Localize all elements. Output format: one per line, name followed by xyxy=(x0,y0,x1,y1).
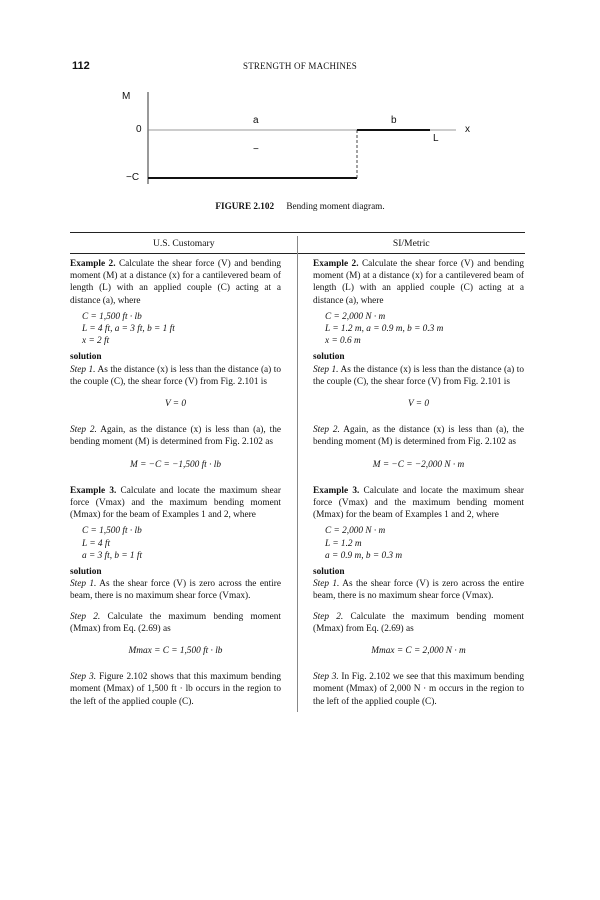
given-line: C = 2,000 N · m xyxy=(325,526,386,537)
equation: Mmax = C = 1,500 ft · lb xyxy=(128,646,223,657)
step-label: Step 1. xyxy=(313,364,339,375)
example-3-given xyxy=(313,525,524,562)
step-text: As the shear force (V) is zero across the entire beam, there is no maximum shear force (Vmax). xyxy=(313,579,524,602)
step-label: Step 1. xyxy=(70,579,97,590)
equation: Mmax = C = 2,000 N · m xyxy=(371,646,466,657)
table-body xyxy=(70,258,525,712)
column-divider xyxy=(297,236,298,712)
given-line: L = 1.2 m, a = 0.9 m, b = 0.3 m xyxy=(325,324,444,335)
step-text: Figure 2.102 shows that this maximum bending moment (Mmax) of 1,500 ft · lb occurs in the region to the left of the applied couple (C). xyxy=(70,672,281,707)
example-3-step-3 xyxy=(70,671,281,708)
running-head: STRENGTH OF MACHINES xyxy=(242,61,357,71)
step-text: As the distance (x) is less than the distance (a) to the couple (C), the shear force (V) from Fig. 2.101 is xyxy=(313,364,524,387)
example-2-given xyxy=(313,311,524,348)
figure-id: FIGURE 2.102 xyxy=(215,201,275,211)
step-label: Step 1. xyxy=(70,364,96,375)
given-line: a = 0.9 m, b = 0.3 m xyxy=(325,550,403,561)
equation: V = 0 xyxy=(407,399,430,410)
example-3-step-3 xyxy=(313,671,524,708)
figure-caption xyxy=(0,201,600,211)
step-text: Calculate the maximum bending moment (Mmax) from Eq. (2.69) as xyxy=(70,611,281,634)
si-metric-column xyxy=(297,258,524,712)
neg-c-label: −C xyxy=(126,172,140,183)
given-line: L = 4 ft, a = 3 ft, b = 1 ft xyxy=(82,324,175,335)
diagram-lines xyxy=(112,88,492,200)
given-line: C = 1,500 ft · lb xyxy=(82,526,142,537)
right-heading: SI/Metric xyxy=(392,237,430,249)
example-3-step-2 xyxy=(313,611,524,635)
example-2-text: Calculate the shear force (V) and bending moment (M) at a distance (x) for a cantilevered beam of length (L) with an applied couple (C) acting at a distance (a), where xyxy=(70,259,281,306)
example-3-text: Calculate and locate the maximum shear force (Vmax) and the maximum bending moment (Mmax) for the beam of Examples 1 and 2, where xyxy=(70,485,281,521)
example-2-intro xyxy=(70,258,281,307)
example-3-text: Calculate and locate the maximum shear force (Vmax) and the maximum bending moment (Mmax) for the beam of Examples 1 and 2, where xyxy=(313,485,524,521)
given-line: x = 2 ft xyxy=(82,336,110,347)
step-text: Again, as the distance (x) is less than (a), the bending moment (M) is determined from Fig. 2.102 as xyxy=(313,425,524,448)
page-header xyxy=(0,60,600,76)
page-number: 112 xyxy=(72,60,90,72)
b-label: b xyxy=(391,115,397,126)
zero-label: 0 xyxy=(136,124,142,135)
step-label: Step 2. xyxy=(313,611,344,622)
example-3-given xyxy=(70,525,281,562)
example-3-title: Example 3. xyxy=(70,485,117,496)
step-text: In Fig. 2.102 we see that this maximum bending moment (Mmax) of 2,000 N · m occurs in the region to the left of the applied couple (C). xyxy=(313,672,525,707)
example-2-step-1 xyxy=(313,364,524,388)
equation: V = 0 xyxy=(164,399,187,410)
us-customary-column xyxy=(70,258,297,712)
figure-caption-text: Bending moment diagram. xyxy=(286,201,385,211)
minus-sign-label: − xyxy=(253,144,259,155)
example-2-given xyxy=(70,311,281,348)
step-label: Step 2. xyxy=(70,425,97,436)
example-2-title: Example 2. xyxy=(70,259,116,269)
step-label: Step 1. xyxy=(313,579,340,590)
example-2-intro xyxy=(313,258,524,307)
bending-moment-diagram xyxy=(112,88,492,200)
example-2-step-2 xyxy=(70,424,281,448)
equation: M = −C = −1,500 ft · lb xyxy=(130,459,221,470)
comparison-table xyxy=(70,232,525,712)
example-3-intro xyxy=(70,485,281,522)
step-label: Step 3. xyxy=(313,672,339,683)
example-3-intro xyxy=(313,485,524,522)
example-3-step-1 xyxy=(70,578,281,602)
example-3-step-1 xyxy=(313,578,524,602)
solution-heading: solution xyxy=(313,567,345,578)
step-text: As the distance (x) is less than the distance (a) to the couple (C), the shear force (V) from Fig. 2.101 is xyxy=(70,364,281,387)
solution-heading: solution xyxy=(70,567,102,578)
step-label: Step 3. xyxy=(70,672,97,683)
equation: M = −C = −2,000 N · m xyxy=(372,459,465,470)
given-line: C = 2,000 N · m xyxy=(325,311,386,322)
left-heading: U.S. Customary xyxy=(152,237,215,249)
example-2-step-1 xyxy=(70,364,281,388)
example-2-text: Calculate the shear force (V) and bending moment (M) at a distance (x) for a cantilevered beam of length (L) with an applied couple (C) acting at a distance (a), where xyxy=(313,259,524,306)
given-line: x = 0.6 m xyxy=(325,336,361,347)
solution-heading: solution xyxy=(313,352,345,363)
example-2-step-2 xyxy=(313,424,524,448)
given-line: L = 1.2 m xyxy=(325,538,362,549)
step-text: Calculate the maximum bending moment (Mmax) from Eq. (2.69) as xyxy=(313,611,524,634)
x-axis-label: x xyxy=(465,124,470,135)
solution-heading: solution xyxy=(70,352,102,363)
example-3-title: Example 3. xyxy=(313,485,360,496)
given-line: C = 1,500 ft · lb xyxy=(82,311,142,322)
length-label: L xyxy=(433,133,439,144)
given-line: L = 4 ft xyxy=(82,538,111,549)
a-label: a xyxy=(253,115,259,126)
step-text: As the shear force (V) is zero across the entire beam, there is no maximum shear force (Vmax). xyxy=(70,579,281,602)
step-label: Step 2. xyxy=(70,611,101,622)
given-line: a = 3 ft, b = 1 ft xyxy=(82,550,143,561)
m-axis-label: M xyxy=(122,91,131,102)
example-2-title: Example 2. xyxy=(313,259,359,269)
step-label: Step 2. xyxy=(313,425,340,436)
step-text: Again, as the distance (x) is less than (a), the bending moment (M) is determined from Fig. 2.102 as xyxy=(70,425,281,448)
example-3-step-2 xyxy=(70,611,281,635)
